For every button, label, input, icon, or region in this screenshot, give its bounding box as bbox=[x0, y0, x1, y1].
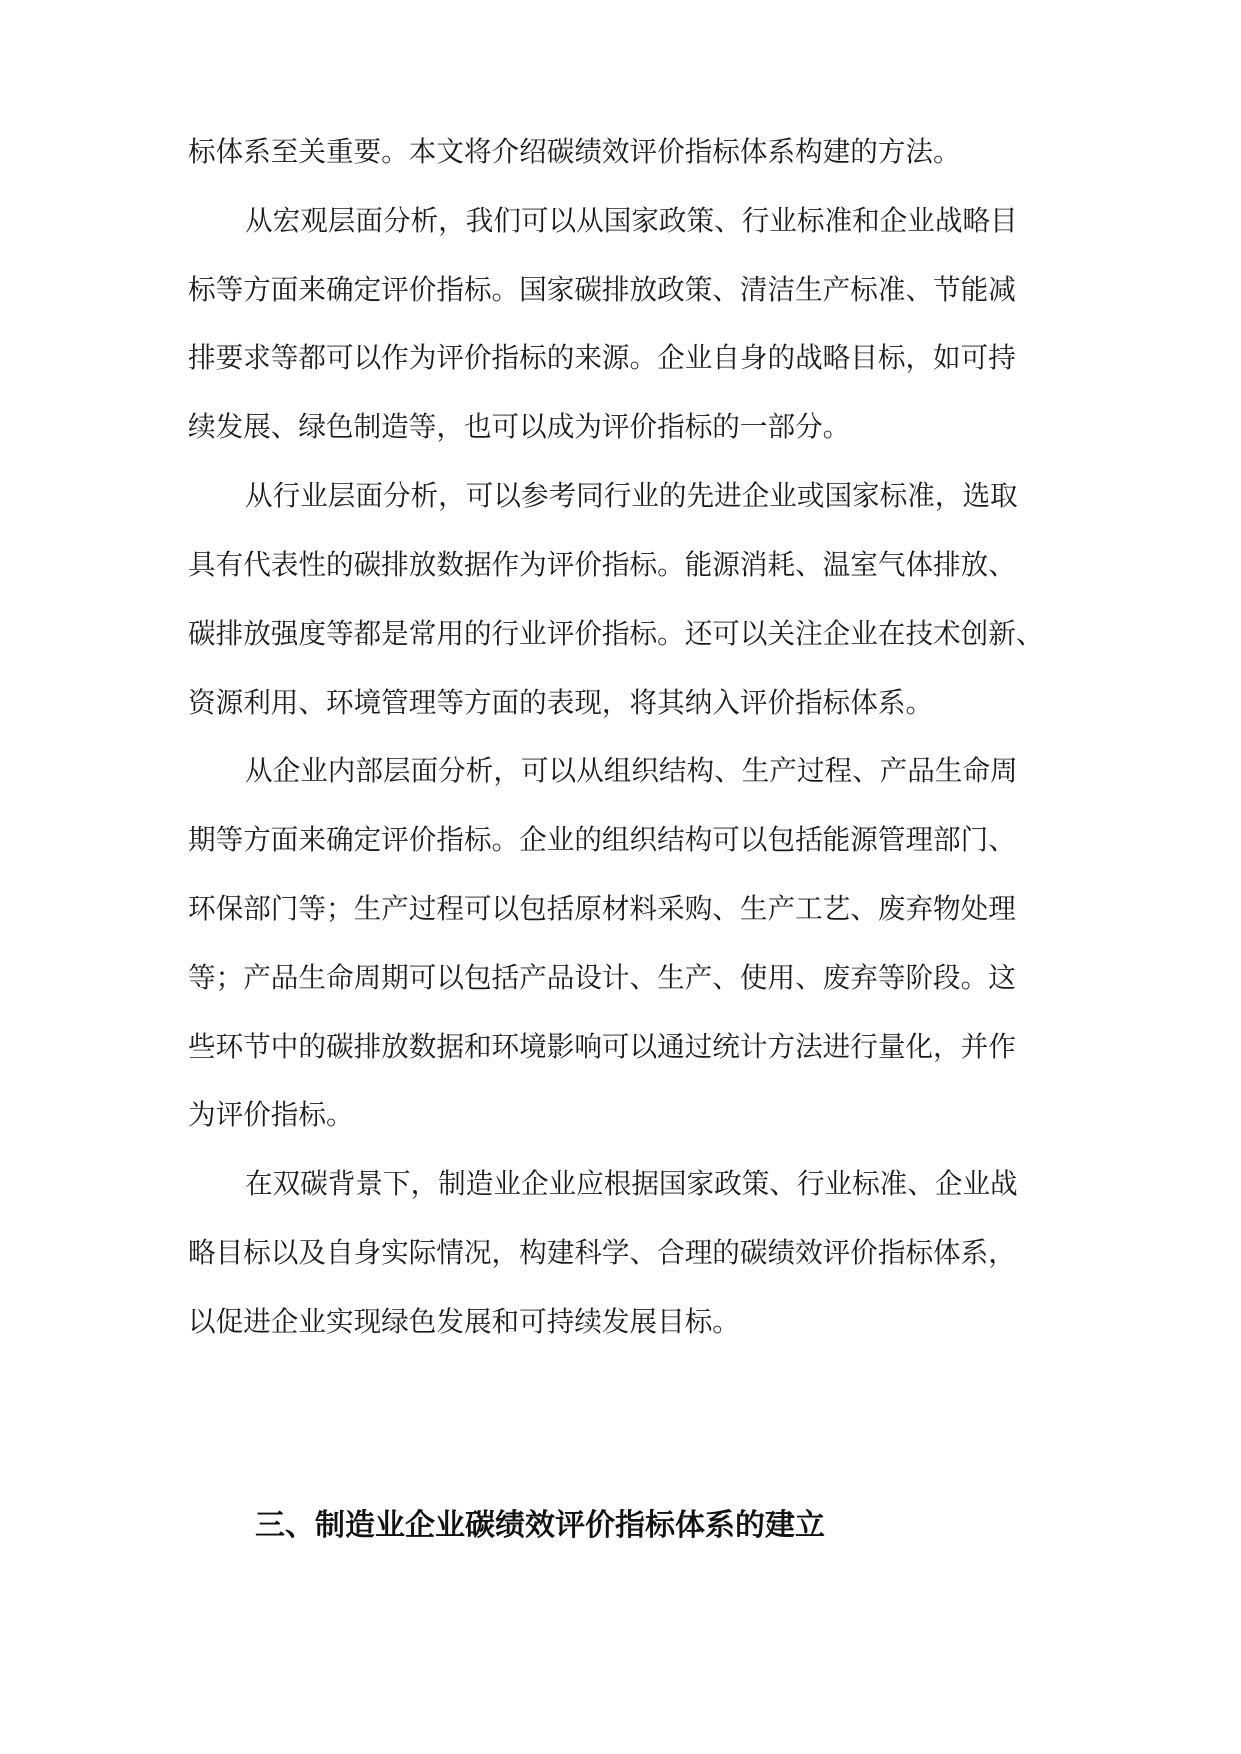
text-line: 资源利用、环境管理等方面的表现，将其纳入评价指标体系。 bbox=[188, 686, 934, 719]
text-line: 环保部门等；生产过程可以包括原材料采购、生产工艺、废弃物处理 bbox=[188, 892, 1016, 925]
text-line: 从企业内部层面分析，可以从组织结构、生产过程、产品生命周 bbox=[245, 754, 1018, 787]
text-line: 续发展、绿色制造等，也可以成为评价指标的一部分。 bbox=[188, 410, 851, 443]
text-line: 以促进企业实现绿色发展和可持续发展目标。 bbox=[188, 1305, 740, 1338]
text-line: 些环节中的碳排放数据和环境影响可以通过统计方法进行量化，并作 bbox=[188, 1030, 1016, 1063]
text-line: 标等方面来确定评价指标。国家碳排放政策、清洁生产标准、节能减 bbox=[188, 273, 1016, 306]
text-line: 期等方面来确定评价指标。企业的组织结构可以包括能源管理部门、 bbox=[188, 823, 1016, 856]
text-line: 标体系至关重要。本文将介绍碳绩效评价指标体系构建的方法。 bbox=[188, 135, 961, 168]
text-line: 排要求等都可以作为评价指标的来源。企业自身的战略目标，如可持 bbox=[188, 341, 1016, 374]
section-heading: 三、制造业企业碳绩效评价指标体系的建立 bbox=[255, 1508, 825, 1543]
text-line: 碳排放强度等都是常用的行业评价指标。还可以关注企业在技术创新、 bbox=[188, 617, 1044, 650]
text-line: 从宏观层面分析，我们可以从国家政策、行业标准和企业战略目 bbox=[245, 204, 1018, 237]
text-line: 为评价指标。 bbox=[188, 1098, 354, 1131]
text-line: 具有代表性的碳排放数据作为评价指标。能源消耗、温室气体排放、 bbox=[188, 548, 1016, 581]
text-line: 略目标以及自身实际情况，构建科学、合理的碳绩效评价指标体系， bbox=[188, 1236, 1016, 1269]
text-line: 从行业层面分析，可以参考同行业的先进企业或国家标准，选取 bbox=[245, 479, 1018, 512]
text-line: 等；产品生命周期可以包括产品设计、生产、使用、废弃等阶段。这 bbox=[188, 961, 1016, 994]
text-line: 在双碳背景下，制造业企业应根据国家政策、行业标准、企业战 bbox=[245, 1167, 1018, 1200]
